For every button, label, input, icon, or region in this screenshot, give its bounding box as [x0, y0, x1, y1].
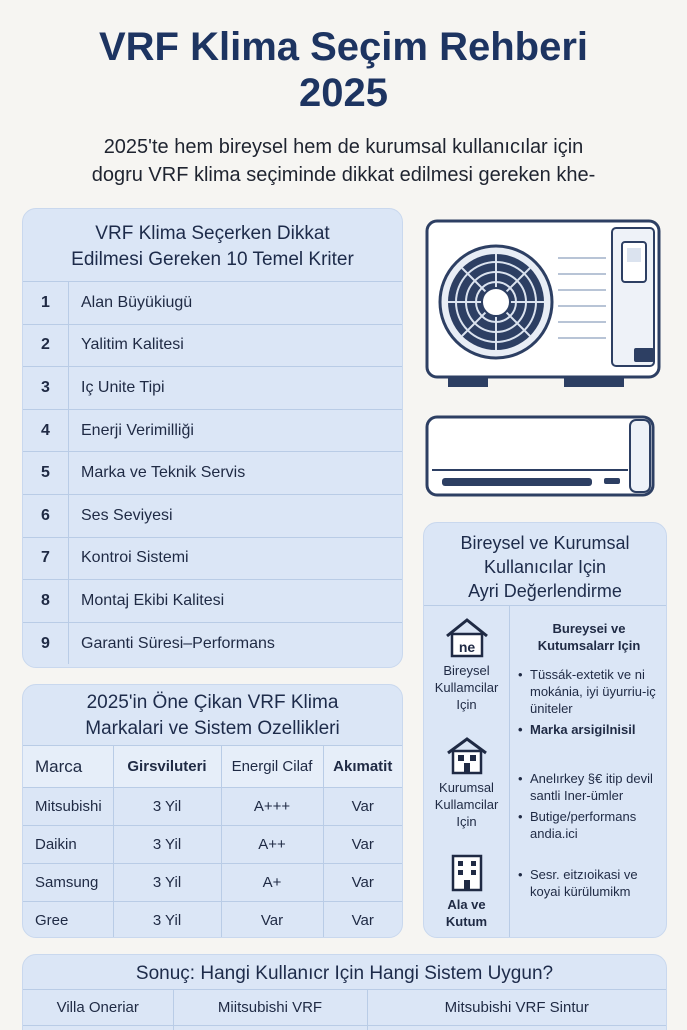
page-title-line2: 2025 [299, 71, 388, 115]
criteria-number: 9 [23, 623, 69, 665]
evaluation-body [424, 605, 666, 938]
page-title-line1: VRF Klima Seçim Rehberi [98, 25, 589, 69]
table-cell: 3 Yil [113, 902, 221, 939]
table-cell: 3 Yil [113, 826, 221, 864]
criteria-number: 8 [23, 580, 69, 622]
criteria-number: 7 [23, 538, 69, 580]
table-cell [367, 1026, 666, 1030]
user-type-label: Bireysel Kullamcilar Için [434, 663, 499, 712]
criteria-item [23, 451, 402, 494]
criteria-label: Iç Unite Tipi [81, 378, 165, 396]
user-type [424, 830, 509, 930]
house-icon-text: ne [458, 639, 475, 655]
user-types-column [424, 606, 510, 938]
table-cell: A+++ [221, 788, 323, 826]
conclusion-panel [22, 954, 667, 1030]
table-cell [173, 1026, 367, 1030]
bullet-list [518, 866, 660, 900]
criteria-number: 3 [23, 367, 69, 409]
evaluation-title-line1: Bireysel ve Kurumsal [460, 533, 630, 553]
criteria-label: Yalitim Kalitesi [81, 336, 184, 354]
conclusion-table [23, 989, 666, 1030]
evaluation-panel [423, 522, 667, 938]
criteria-item [23, 494, 402, 537]
table-cell: Var [221, 902, 323, 939]
user-type-label: Ala ve Kutum [445, 897, 488, 929]
spacer [518, 846, 660, 866]
spacer [518, 742, 660, 770]
brands-title-line2: Markalari ve Sistem Ozellikleri [85, 718, 340, 739]
criteria-item [23, 366, 402, 409]
bullet-item: • Tüssák-extetik ve ni mokánia, iyi üyurriu-iç üniteler [518, 666, 660, 717]
user-type-label: Kurumsal Kullamcilar Için [434, 780, 499, 829]
criteria-item [23, 579, 402, 622]
table-cell: A+ [221, 864, 323, 902]
table-cell: Var [323, 826, 402, 864]
brands-title [23, 685, 402, 745]
evaluation-title-line2: Kullanıcılar Için [483, 557, 607, 577]
table-cell: Mitsubishi VRF Sintur [367, 990, 666, 1026]
evaluation-details-heading: Bureysei ve Kutumsalarr Için [537, 621, 641, 653]
table-cell [23, 1026, 173, 1030]
table-cell: Var [323, 788, 402, 826]
table-row [23, 1026, 666, 1030]
house-icon [443, 616, 491, 658]
building-icon [444, 735, 490, 775]
criteria-panel [22, 208, 403, 668]
outdoor-unit-illustration [424, 218, 662, 390]
column-header: Marca [23, 746, 113, 788]
evaluation-details-column [510, 606, 666, 938]
criteria-number: 6 [23, 495, 69, 537]
table-cell: 3 Yil [113, 864, 221, 902]
table-row [23, 864, 402, 902]
criteria-label: Enerji Verimilliği [81, 421, 194, 439]
table-cell: Miitsubishi VRF [173, 990, 367, 1026]
criteria-item [23, 409, 402, 452]
column-header: Energil Cilaf [221, 746, 323, 788]
table-header-row [23, 746, 402, 788]
table-row [23, 902, 402, 939]
criteria-label: Ses Seviyesi [81, 506, 173, 524]
criteria-item [23, 622, 402, 665]
user-type [424, 606, 509, 713]
table-cell: A++ [221, 826, 323, 864]
criteria-item [23, 281, 402, 324]
subtitle-line2: dogru VRF klima seçiminde dikkat edilmesi gereken khe- [91, 164, 596, 186]
brands-title-line1: 2025'in Öne Çikan VRF Klima [86, 692, 339, 713]
page-title [0, 24, 687, 116]
evaluation-title [424, 523, 666, 605]
criteria-number: 4 [23, 410, 69, 452]
table-cell: Var [323, 902, 402, 939]
bullet-item: • Butige/performans andia.ici [518, 808, 660, 842]
table-row [23, 990, 666, 1026]
criteria-item [23, 324, 402, 367]
table-row [23, 826, 402, 864]
page-subtitle [30, 133, 657, 189]
criteria-list [23, 281, 402, 664]
criteria-item [23, 537, 402, 580]
criteria-title-line2: Edilmesi Gereken 10 Temel Kriter [71, 249, 354, 270]
criteria-label: Marka ve Teknik Servis [81, 464, 246, 482]
office-icon [447, 852, 487, 892]
table-cell: Villa Oneriar [23, 990, 173, 1026]
evaluation-title-line3: Ayri Değerlendirme [468, 581, 622, 601]
criteria-label: Alan Büyükiugü [81, 293, 193, 311]
brands-table [23, 745, 402, 938]
criteria-number: 2 [23, 325, 69, 367]
column-header: Akımatit [323, 746, 402, 788]
criteria-number: 1 [23, 282, 69, 324]
indoor-unit-illustration [424, 414, 656, 500]
criteria-number: 5 [23, 452, 69, 494]
table-cell: 3 Yil [113, 788, 221, 826]
bullet-list [518, 770, 660, 842]
criteria-label: Montaj Ekibi Kalitesi [81, 591, 225, 609]
bullet-item: • Sesr. eitzıoikasi ve koyai kürülumikm [518, 866, 660, 900]
bullet-list [518, 666, 660, 738]
brands-panel [22, 684, 403, 938]
bullet-item: • Anelırkey §€ itip devil santli Iner-ümler [518, 770, 660, 804]
subtitle-line1: 2025'te hem bireysel hem de kurumsal kullanıcılar için [103, 136, 584, 158]
table-cell: Mitsubishi [23, 788, 113, 826]
table-cell: Daikin [23, 826, 113, 864]
criteria-label: Garanti Süresi–Performans [81, 634, 275, 652]
criteria-label: Kontroi Sistemi [81, 549, 189, 567]
table-row [23, 788, 402, 826]
table-cell: Gree [23, 902, 113, 939]
conclusion-title: Sonuç: Hangi Kullanıcr Için Hangi Sistem Uygun? [135, 963, 554, 984]
table-cell: Samsung [23, 864, 113, 902]
criteria-title-line1: VRF Klima Seçerken Dikkat [95, 223, 330, 244]
table-cell: Var [323, 864, 402, 902]
user-type [424, 713, 509, 830]
column-header: Girsviluteri [113, 746, 221, 788]
criteria-title [23, 209, 402, 281]
bullet-item: • Marka arsigilnisil [518, 721, 660, 738]
